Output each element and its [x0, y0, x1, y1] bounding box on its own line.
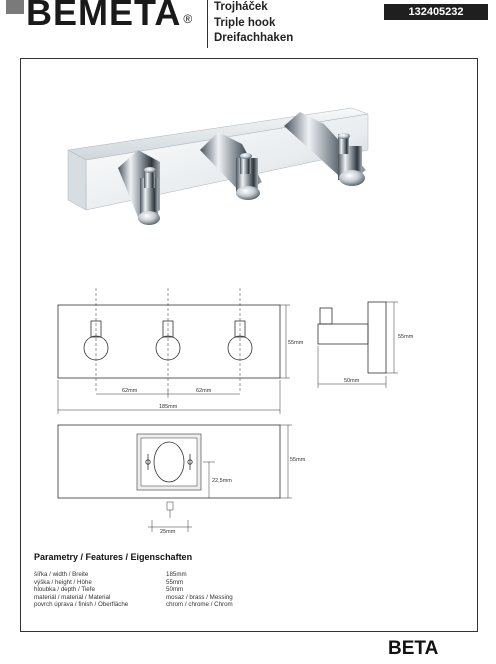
- param-row: [34, 586, 454, 594]
- trademark: ®: [183, 12, 194, 26]
- dim-mount-width: 25mm: [160, 529, 176, 535]
- front-view: [58, 288, 290, 414]
- dim-spacing-left: 62mm: [122, 388, 138, 394]
- parameters-section: [34, 552, 454, 609]
- title-german: Dreifachhaken: [214, 32, 294, 44]
- param-value: mosaz / brass / Messing: [166, 593, 233, 601]
- param-label: hloubka / depth / Tiefe: [34, 586, 95, 594]
- dim-height-side: 55mm: [398, 334, 414, 340]
- brand-name: BEMETA: [26, 0, 182, 33]
- param-value: chrom / chrome / Chrom: [166, 601, 233, 609]
- param-row: [34, 601, 454, 609]
- parameters-heading: Parametry / Features / Eigenschaften: [34, 552, 193, 562]
- side-view: [318, 302, 398, 388]
- param-value: 185mm: [166, 571, 187, 578]
- dim-height-front: 55mm: [288, 340, 304, 346]
- param-label: výška / height / Höhe: [34, 578, 92, 586]
- dim-depth-side: 50mm: [344, 378, 360, 384]
- dim-total-width: 185mm: [159, 404, 178, 410]
- param-row: [34, 571, 454, 579]
- product-code: 132405232: [384, 4, 488, 20]
- series-name: BETA: [388, 638, 439, 659]
- param-row: [34, 594, 454, 602]
- title-czech: Trojháček: [214, 1, 268, 13]
- dim-height-back: 55mm: [290, 457, 306, 463]
- param-row: [34, 579, 454, 587]
- param-label: materiál / material / Material: [34, 593, 111, 601]
- product-render: [68, 108, 368, 225]
- dim-spacing-right: 62mm: [196, 388, 212, 394]
- back-view: [58, 425, 292, 532]
- plate-side: [68, 150, 86, 210]
- param-label: povrch úprava / finish / Oberfläche: [34, 601, 129, 609]
- param-value: 50mm: [166, 586, 184, 594]
- dim-mount-offset: 22,5mm: [212, 478, 232, 484]
- param-label: šířka / width / Breite: [34, 571, 89, 578]
- title-english: Triple hook: [214, 16, 276, 29]
- param-value: 55mm: [166, 578, 184, 586]
